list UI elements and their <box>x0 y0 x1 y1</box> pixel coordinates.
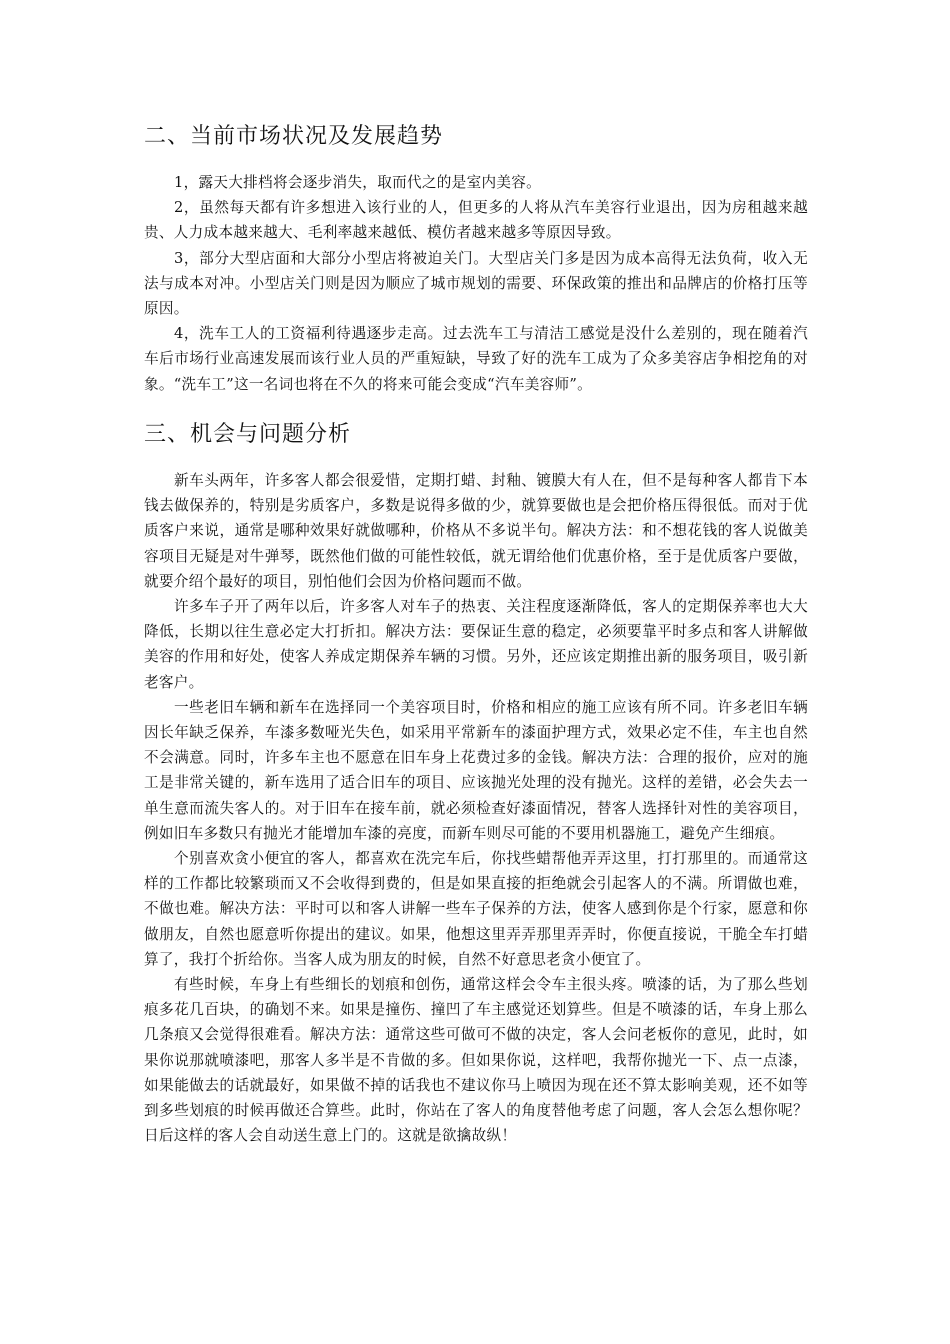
paragraph: 许多车子开了两年以后，许多客人对车子的热衷、关注程度逐渐降低，客人的定期保养率也大大降低，长期以往生意必定大打折扣。解决方法：要保证生意的稳定，必须要靠平时多点和客人讲解做美容的作用和好处，使客人养成定期保养车辆的习惯。另外，还应该定期推出新的服务项目，吸引新老客户。 <box>144 598 808 691</box>
paragraph: 一些老旧车辆和新车在选择同一个美容项目时，价格和相应的施工应该有所不同。许多老旧车辆因长年缺乏保养，车漆多数哑光失色，如采用平常新车的漆面护理方式，效果必定不佳，车主也自然不会满意。同时，许多车主也不愿意在旧车身上花费过多的金钱。解决方法：合理的报价，应对的施工是非常关键的，新车选用了适合旧车的项目、应该抛光处理的没有抛光。这样的差错，必会失去一单生意而流失客人的。对于旧车在接车前，就必须检查好漆面情况，替客人选择针对性的美容项目，例如旧车多数只有抛光才能增加车漆的亮度，而新车则尽可能的不要用机器施工，避免产生细痕。 <box>144 698 808 842</box>
paragraph: 有些时候，车身上有些细长的划痕和创伤，通常这样会令车主很头疼。喷漆的话，为了那么些划痕多花几百块，的确划不来。如果是撞伤、撞凹了车主感觉还划算些。但是不喷漆的话，车身上那么几条痕又会觉得很难看。解决方法：通常这些可做可不做的决定，客人会问老板你的意见，此时，如果你说那就喷漆吧，那客人多半是不肯做的多。但如果你说，这样吧，我帮你抛光一下、点一点漆，如果能做去的话就最好，如果做不掉的话我也不建议你马上喷因为现在还不算太影响美观，还不如等到多些划痕的时候再做还合算些。此时，你站在了客人的角度替他考虑了问题，客人会怎么想你呢？日后这样的客人会自动送生意上门的。这就是欲擒故纵！ <box>144 976 808 1145</box>
paragraph: 新车头两年，许多客人都会很爱惜，定期打蜡、封釉、镀膜大有人在，但不是每种客人都肯下本钱去做保养的，特别是劣质客户，多数是说得多做的少，就算要做也是会把价格压得很低。而对于优质客户来说，通常是哪种效果好就做哪种，价格从不多说半句。解决方法：和不想花钱的客人说做美容项目无疑是对牛弹琴，既然他们做的可能性较低，就无谓给他们优惠价格，至于是优质客户要做，就要介绍个最好的项目，别怕他们会因为价格问题而不做。 <box>144 472 808 590</box>
paragraph: 2，虽然每天都有许多想进入该行业的人，但更多的人将从汽车美容行业退出，因为房租越来越贵、人力成本越来越大、毛利率越来越低、模仿者越来越多等原因导致。 <box>144 199 808 242</box>
paragraph: 4，洗车工人的工资福利待遇逐步走高。过去洗车工与清洁工感觉是没什么差别的，现在随着汽车后市场行业高速发展而该行业人员的严重短缺，导致了好的洗车工成为了众多美容店争相挖角的对象。“洗车工”这一名词也将在不久的将来可能会变成“汽车美容师”。 <box>144 325 808 393</box>
section-heading: 三、机会与问题分析 <box>144 422 352 447</box>
section-heading: 二、当前市场状况及发展趋势 <box>144 124 444 149</box>
paragraph: 3，部分大型店面和大部分小型店将被迫关门。大型店关门多是因为成本高得无法负荷，收入无法与成本对冲。小型店关门则是因为顺应了城市规划的需要、环保政策的推出和品牌店的价格打压等原因。 <box>144 249 808 318</box>
section-opportunity-analysis <box>144 420 808 1148</box>
section-market-status <box>144 122 808 397</box>
paragraph: 个别喜欢贪小便宜的客人，都喜欢在洗完车后，你找些蜡帮他弄弄这里，打打那里的。而通常这样的工作都比较繁琐而又不会收得到费的，但是如果直接的拒绝就会引起客人的不满。所谓做也难，不做也难。解决方法：平时可以和客人讲解一些车子保养的方法，使客人感到你是个行家，愿意和你做朋友，自然也愿意听你提出的建议。如果，他想这里弄弄那里弄弄时，你便直接说，干脆全车打蜡算了，我打个折给你。当客人成为朋友的时候，自然不好意思老贪小便宜了。 <box>144 850 808 968</box>
paragraph: 1，露天大排档将会逐步消失，取而代之的是室内美容。 <box>174 174 542 191</box>
